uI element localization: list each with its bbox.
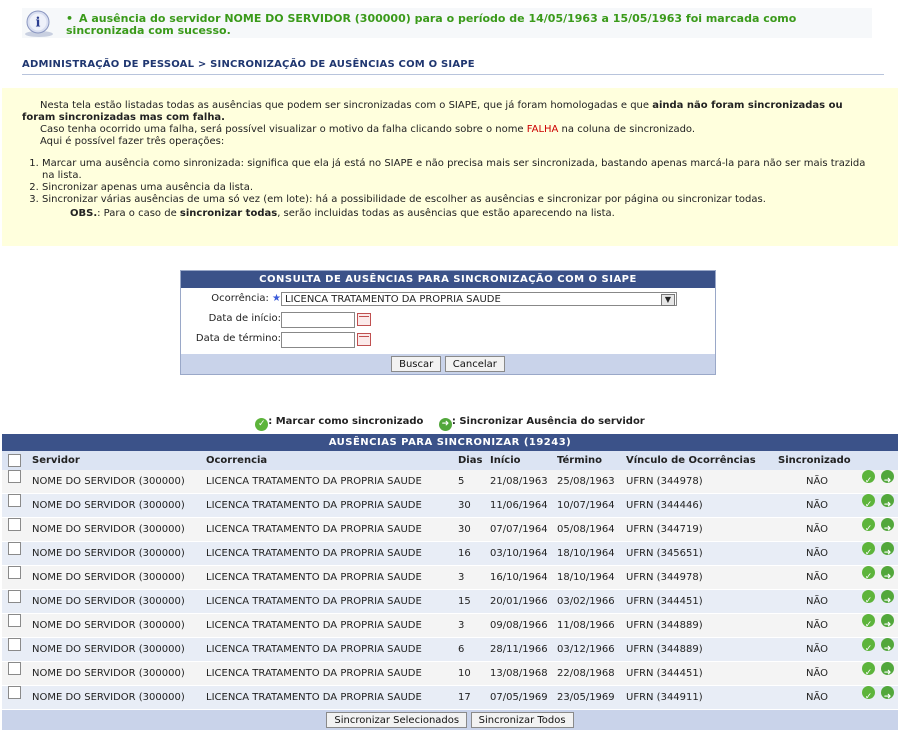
arrow-right-icon: ➜ [439,418,452,431]
sync-absence-icon[interactable]: ➜ [881,542,894,555]
cell-ocorrencia: LICENCA TRATAMENTO DA PROPRIA SAUDE [206,644,422,655]
operation-item: 1. Marcar uma ausência como sinronizada: significa que ela já está no SIAPE e não precisa mais ser sincronizada, bastando apenas marcá-la para não ser mais trazida na lista. [42,158,878,182]
cell-inicio: 07/07/1964 [490,524,548,535]
cell-ocorrencia: LICENCA TRATAMENTO DA PROPRIA SAUDE [206,476,422,487]
cell-inicio: 07/05/1969 [490,692,548,703]
check-icon: ✓ [255,418,268,431]
instructions-failure-note: Caso tenha ocorrido uma falha, será possível visualizar o motivo da falha clicando sobre o nome FALHA na coluna de sincronizado. [40,124,696,135]
cell-dias: 3 [458,620,465,631]
row-checkbox[interactable] [8,470,21,483]
instructions-operations-intro: Aqui é possível fazer três operações: [40,136,225,147]
cell-vinculo: UFRN (344978) [626,572,703,583]
absences-table-title: AUSÊNCIAS PARA SINCRONIZAR (19243) [2,434,898,451]
success-message-text: A ausência do servidor NOME DO SERVIDOR (300000) para o período de 14/05/1963 a 15/05/1963 foi marcada como sincronizada com sucesso. [66,12,797,37]
buscar-button[interactable]: Buscar [391,356,441,372]
select-all-checkbox[interactable] [8,454,21,467]
inicio-label: Data de início: [208,313,281,324]
table-row [2,686,898,710]
row-checkbox[interactable] [8,542,21,555]
cell-vinculo: UFRN (344451) [626,668,703,679]
termino-row [181,330,715,348]
header-termino: Término [557,455,603,466]
cell-servidor: NOME DO SERVIDOR (300000) [32,476,185,487]
sync-absence-icon[interactable]: ➜ [881,590,894,603]
instructions-paragraph: Nesta tela estão listadas todas as ausências que podem ser sincronizadas com o SIAPE, que já foram homologadas e que ainda não foram sincronizadas ou foram sincronizadas mas com falha. [22,100,843,123]
header-dias: Dias [458,455,483,466]
cell-dias: 10 [458,668,471,679]
cell-termino: 05/08/1964 [557,524,615,535]
cell-ocorrencia: LICENCA TRATAMENTO DA PROPRIA SAUDE [206,692,422,703]
cell-termino: 23/05/1969 [557,692,615,703]
cell-inicio: 20/01/1966 [490,596,548,607]
legend [0,415,900,429]
cell-servidor: NOME DO SERVIDOR (300000) [32,500,185,511]
chevron-down-icon[interactable]: ▼ [661,294,675,306]
cell-servidor: NOME DO SERVIDOR (300000) [32,620,185,631]
cell-vinculo: UFRN (344911) [626,692,703,703]
table-row [2,566,898,590]
cell-vinculo: UFRN (344889) [626,644,703,655]
cell-servidor: NOME DO SERVIDOR (300000) [32,668,185,679]
inicio-row [181,310,715,328]
cell-ocorrencia: LICENCA TRATAMENTO DA PROPRIA SAUDE [206,596,422,607]
cell-vinculo: UFRN (344451) [626,596,703,607]
cell-ocorrencia: LICENCA TRATAMENTO DA PROPRIA SAUDE [206,668,422,679]
cell-sincronizado: NÃO [806,548,829,559]
cell-termino: 10/07/1964 [557,500,615,511]
success-message: i • A ausência do servidor NOME DO SERVIDOR (300000) para o período de 14/05/1963 a 15/05/1963 foi marcada como sincronizada com sucesso. [22,8,872,38]
mark-synced-icon[interactable]: ✓ [862,614,875,627]
row-checkbox[interactable] [8,686,21,699]
cell-inicio: 28/11/1966 [490,644,548,655]
table-row [2,542,898,566]
cancelar-button[interactable]: Cancelar [445,356,505,372]
svg-text:i: i [35,15,41,31]
cell-sincronizado: NÃO [806,668,829,679]
calendar-icon[interactable] [357,333,371,346]
cell-inicio: 03/10/1964 [490,548,548,559]
cell-sincronizado: NÃO [806,596,829,607]
sync-absence-icon[interactable]: ➜ [881,470,894,483]
table-row [2,470,898,494]
falha-word: FALHA [526,124,559,135]
cell-sincronizado: NÃO [806,620,829,631]
sync-absence-icon[interactable]: ➜ [881,662,894,675]
mark-synced-icon[interactable]: ✓ [862,686,875,699]
sync-all-button[interactable]: Sincronizar Todos [471,712,574,728]
cell-vinculo: UFRN (344978) [626,476,703,487]
sync-absence-icon[interactable]: ➜ [881,494,894,507]
cell-sincronizado: NÃO [806,476,829,487]
header-vinculo: Vínculo de Ocorrências [626,455,756,466]
cell-dias: 5 [458,476,465,487]
cell-ocorrencia: LICENCA TRATAMENTO DA PROPRIA SAUDE [206,524,422,535]
table-footer [2,710,898,730]
row-checkbox[interactable] [8,662,21,675]
sync-selected-button[interactable]: Sincronizar Selecionados [326,712,467,728]
cell-dias: 3 [458,572,465,583]
legend-mark-label: : Marcar como sincronizado [268,416,424,427]
table-row [2,494,898,518]
cell-inicio: 21/08/1963 [490,476,548,487]
cell-servidor: NOME DO SERVIDOR (300000) [32,524,185,535]
cell-ocorrencia: LICENCA TRATAMENTO DA PROPRIA SAUDE [206,548,422,559]
cell-sincronizado: NÃO [806,572,829,583]
mark-synced-icon[interactable]: ✓ [862,590,875,603]
mark-synced-icon[interactable]: ✓ [862,566,875,579]
cell-inicio: 13/08/1968 [490,668,548,679]
ocorrencia-selected-value: LICENCA TRATAMENTO DA PROPRIA SAUDE [285,294,501,305]
row-checkbox[interactable] [8,494,21,507]
header-sincronizado: Sincronizado [778,455,851,466]
cell-inicio: 11/06/1964 [490,500,548,511]
absences-table [2,434,898,730]
header-servidor: Servidor [32,455,80,466]
inicio-date-input[interactable] [281,312,355,328]
termino-label: Data de término: [195,333,281,344]
instructions-box [2,88,898,246]
sync-absence-icon[interactable]: ➜ [881,686,894,699]
cell-termino: 18/10/1964 [557,572,615,583]
table-row [2,518,898,542]
cell-sincronizado: NÃO [806,644,829,655]
required-star-icon: ★ [272,293,281,304]
cell-dias: 17 [458,692,471,703]
cell-dias: 30 [458,500,471,511]
obs-note: OBS.: Para o caso de sincronizar todas, serão incluidas todas as ausências que estão aparecendo na lista. [70,208,615,219]
cell-termino: 03/12/1966 [557,644,615,655]
cell-vinculo: UFRN (345651) [626,548,703,559]
cell-vinculo: UFRN (344889) [626,620,703,631]
cell-termino: 03/02/1966 [557,596,615,607]
operation-item: 3. Sincronizar várias ausências de uma só vez (em lote): há a possibilidade de escolher as ausências e sincronizar por página ou sincronizar todas. [42,194,878,206]
cell-dias: 15 [458,596,471,607]
cell-ocorrencia: LICENCA TRATAMENTO DA PROPRIA SAUDE [206,620,422,631]
search-form-title: CONSULTA DE AUSÊNCIAS PARA SINCRONIZAÇÃO COM O SIAPE [181,271,715,288]
mark-synced-icon[interactable]: ✓ [862,470,875,483]
header-ocorrencia: Ocorrencia [206,455,268,466]
cell-sincronizado: NÃO [806,524,829,535]
search-form-buttons [181,354,715,374]
search-form [180,270,716,375]
operations-list [22,158,878,206]
mark-synced-icon[interactable]: ✓ [862,662,875,675]
operation-item: 2. Sincronizar apenas uma ausência da lista. [42,182,878,194]
cell-sincronizado: NÃO [806,500,829,511]
ocorrencia-label: Ocorrência: [211,293,269,304]
cell-dias: 6 [458,644,465,655]
cell-vinculo: UFRN (344719) [626,524,703,535]
legend-sync-label: : Sincronizar Ausência do servidor [451,416,645,427]
calendar-icon[interactable] [357,313,371,326]
cell-inicio: 09/08/1966 [490,620,548,631]
sync-absence-icon[interactable]: ➜ [881,638,894,651]
sync-absence-icon[interactable]: ➜ [881,566,894,579]
row-checkbox[interactable] [8,614,21,627]
cell-vinculo: UFRN (344446) [626,500,703,511]
termino-date-input[interactable] [281,332,355,348]
cell-servidor: NOME DO SERVIDOR (300000) [32,596,185,607]
sync-absence-icon[interactable]: ➜ [881,518,894,531]
cell-servidor: NOME DO SERVIDOR (300000) [32,572,185,583]
cell-termino: 11/08/1966 [557,620,615,631]
mark-synced-icon[interactable]: ✓ [862,494,875,507]
cell-inicio: 16/10/1964 [490,572,548,583]
cell-sincronizado: NÃO [806,692,829,703]
cell-termino: 22/08/1968 [557,668,615,679]
row-checkbox[interactable] [8,566,21,579]
cell-termino: 18/10/1964 [557,548,615,559]
info-icon [22,10,56,38]
ocorrencia-row [181,290,715,308]
cell-dias: 16 [458,548,471,559]
cell-ocorrencia: LICENCA TRATAMENTO DA PROPRIA SAUDE [206,572,422,583]
cell-servidor: NOME DO SERVIDOR (300000) [32,644,185,655]
cell-termino: 25/08/1963 [557,476,615,487]
breadcrumb: ADMINISTRAÇÃO DE PESSOAL > SINCRONIZAÇÃO DE AUSÊNCIAS COM O SIAPE [22,56,884,75]
row-checkbox[interactable] [8,638,21,651]
cell-servidor: NOME DO SERVIDOR (300000) [32,548,185,559]
mark-synced-icon[interactable]: ✓ [862,542,875,555]
sync-absence-icon[interactable]: ➜ [881,614,894,627]
table-row [2,614,898,638]
table-row [2,662,898,686]
row-checkbox[interactable] [8,518,21,531]
table-header [2,451,898,470]
mark-synced-icon[interactable]: ✓ [862,518,875,531]
table-row [2,638,898,662]
cell-dias: 30 [458,524,471,535]
ocorrencia-select[interactable] [281,292,677,306]
cell-servidor: NOME DO SERVIDOR (300000) [32,692,185,703]
row-checkbox[interactable] [8,590,21,603]
header-inicio: Início [490,455,521,466]
mark-synced-icon[interactable]: ✓ [862,638,875,651]
table-row [2,590,898,614]
cell-ocorrencia: LICENCA TRATAMENTO DA PROPRIA SAUDE [206,500,422,511]
